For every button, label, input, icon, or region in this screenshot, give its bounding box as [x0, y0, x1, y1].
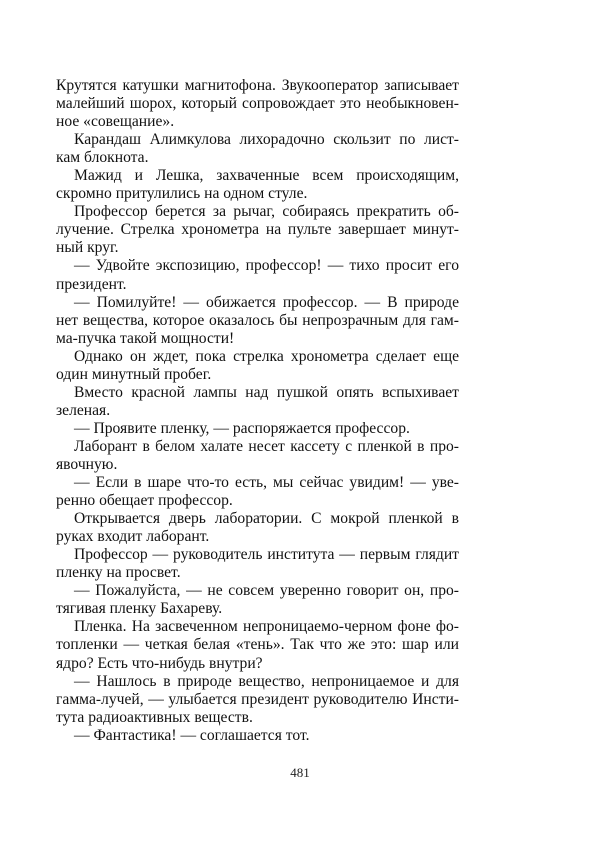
text-line: тягивая пленку Бахареву.	[56, 600, 223, 618]
text-line: пленку на просвет.	[56, 564, 181, 582]
text-line: ядро? Есть что-нибудь внутри?	[56, 654, 263, 672]
text-line: явочную.	[56, 455, 118, 473]
text-line: Вместо красной лампы над пушкой опять вспыхивает	[74, 383, 459, 401]
text-line: лучение. Стрелка хронометра на пульте завершает минут-	[56, 221, 459, 239]
text-line: — Если в шаре что-то есть, мы сейчас увидим! — уве-	[74, 474, 459, 492]
text-line: ма-пучка такой мощности!	[56, 329, 235, 347]
text-line: нет вещества, которое оказалось бы непрозрачным для гам-	[56, 311, 459, 329]
text-line: Крутятся катушки магнитофона. Звукооператор записывает	[56, 77, 459, 94]
text-line: — Пожалуйста, — не совсем уверенно говорит он, про-	[74, 582, 459, 600]
text-line: — Проявите пленку, — распоряжается профессор.	[74, 419, 410, 437]
text-line: гамма-лучей, — улыбается президент руководителю Инсти-	[56, 690, 459, 708]
text-line: скромно притулились на одном стуле.	[56, 185, 308, 203]
text-line: — Нашлось в природе вещество, непроницаемое и для	[74, 672, 459, 690]
text-line: руках входит лаборант.	[56, 528, 210, 546]
text-line: топленки — четкая белая «тень». Так что же это: шар или	[56, 636, 459, 654]
text-line: ный круг.	[56, 239, 119, 257]
page-number: 481	[290, 765, 310, 780]
text-line: Лаборант в белом халате несет кассету с пленкой в про-	[74, 437, 459, 455]
text-line: — Помилуйте! — обижается профессор. — В природе	[74, 293, 459, 311]
text-line: Мажид и Лешка, захваченные всем происходящим,	[74, 167, 459, 185]
text-line: Карандаш Алимкулова лихорадочно скользит по лист-	[74, 131, 459, 149]
text-line: кам блокнота.	[56, 149, 149, 167]
text-line: Пленка. На засвеченном непроницаемо-черном фоне фо-	[74, 618, 459, 636]
text-line: ное «совещание».	[56, 113, 175, 131]
body-text	[56, 77, 459, 745]
text-line: Однако он ждет, пока стрелка хронометра сделает еще	[74, 347, 459, 365]
text-line: тута радиоактивных веществ.	[56, 708, 253, 726]
text-line: — Удвойте экспозицию, профессор! — тихо просит его	[74, 257, 459, 275]
text-line: зеленая.	[56, 401, 111, 419]
text-line: — Фантастика! — соглашается тот.	[74, 726, 310, 744]
text-line: ренно обещает профессор.	[56, 492, 233, 510]
text-line: президент.	[56, 275, 127, 293]
text-line: один минутный пробег.	[56, 365, 212, 383]
text-line: Профессор берется за рычаг, собираясь прекратить об-	[74, 203, 459, 221]
text-line: Профессор — руководитель института — первым глядит	[74, 546, 459, 564]
text-line: Открывается дверь лаборатории. С мокрой пленкой в	[74, 510, 459, 528]
text-line: малейший шорох, который сопровождает это необыкновен-	[56, 95, 459, 113]
